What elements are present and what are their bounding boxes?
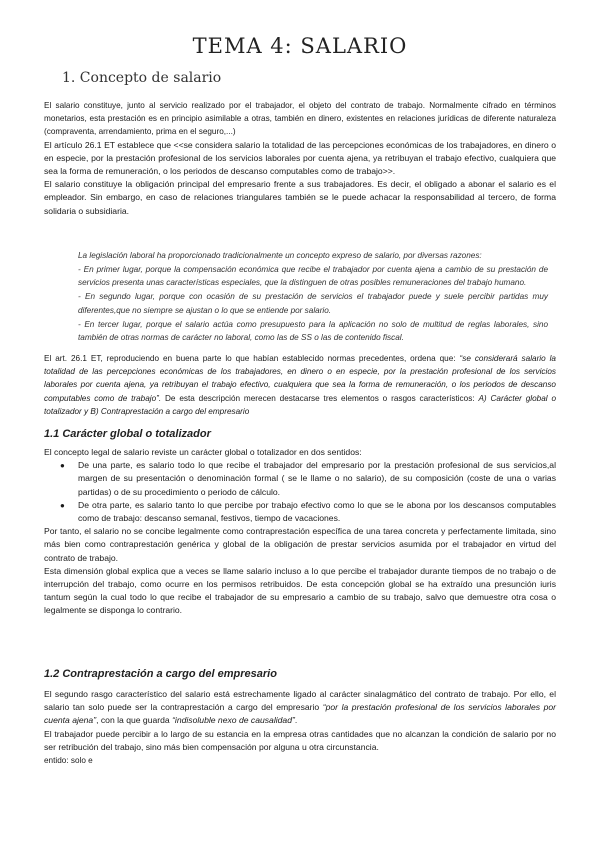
section-1-2-body [44,688,556,767]
reasons-quote-block [78,249,548,345]
bullet-item-1: ● De una parte, es salario todo lo que recibe el trabajador del empresario por la prestación profesional de sus servicios,al margen de su presentación o denominación formal ( se le llame o no salario), de su composición (coste de una o varias partidas) o de su procedimiento o periodo de cálculo. [78,459,556,499]
intro-block [44,99,556,218]
p1-quote-b: “indisoluble nexo de causalidad” [172,715,295,726]
section-1-2-paragraph-1 [44,688,556,728]
article-26-lead: El art. 26.1 ET, reproduciendo en buena parte lo que habían establecido normas precedentes, ordena que: [44,354,460,363]
p1-text-b: , con la que guarda [96,715,173,726]
reasons-intro: La legislación laboral ha proporcionado tradicionalmente un concepto expreso de salario, por diversas razones: [78,251,482,260]
section-1-1-intro: El concepto legal de salario reviste un carácter global o totalizador en dos sentidos: [44,447,362,457]
section-1-1-body [44,446,556,618]
section-1-1-paragraph-3: Esta dimensión global explica que a veces se llame salario incluso a lo que percibe el trabajador durante tiempos de no trabajo o de interrupción del trabajo, como ocurre en los permisos retribuidos. De esta concepción global se ha extraído una presunción iuris tantum según la cual todo lo que recibe el trabajador de su empresario a cambio de su trabajo, salvo que demuestre otra cosa o legalmente se disponga lo contrario. [44,565,556,616]
intro-paragraph-2: El artículo 26.1 ET establece que <<se considera salario la totalidad de las percepciones económicas de los trabajadores, en dinero o en especie, por la prestación profesional de los servicios laborales por cuenta ajena, ya retribuyan el trabajo efectivo, cualquiera que sea la forma de remuneración, o los periodos de descanso computables como de trabajo>>. [44,139,556,177]
intro-paragraph-3: El salario constituye la obligación principal del empresario frente a sus trabajadores. Es decir, el obligado a abonar el salario es el empleador. Sin embargo, en caso de relaciones triangulares también se le puede achacar la responsabilidad al tercero, de forma solidaria o subsidiaria. [44,179,556,216]
article-26-quote: “se considerará salario la totalidad de las percepciones económicas de los trabajadores, en dinero o en especie, por la prestación profesional de los servicios laborales por cuenta ajena, ya retribuyan el trabajo efectivo, cualquiera que sea la forma de remuneración, o los periodos de descanso computables como de trabajo”. [44,354,556,403]
reason-2: - En segundo lugar, porque con ocasión de su prestación de servicios el trabajador puede y suele percibir partidas muy diferentes,que no siempre se ajustan o lo que se entiende por salario. [78,292,548,315]
bullet-item-2: ● De otra parte, es salario tanto lo que percibe por trabajo efectivo como lo que se le abona por los descansos computables como de trabajo: descanso semanal, festivos, tiempo de vacaciones. [78,499,556,525]
section-1-1-bullets [44,459,556,525]
article-26-paragraph [44,352,556,418]
section-1-1-heading: 1.1 Carácter global o totalizador [44,428,211,440]
article-26-elements: A) Carácter global o totalizador y B) Contraprestación a cargo del empresario [44,393,556,416]
section-1-heading: 1. Concepto de salario [62,70,222,86]
p1-text-c: . [294,715,298,726]
reason-1: - En primer lugar, porque la compensación económica que recibe el trabajador por cuenta ajena a cambio de su prestación de servicios presenta unas características especiales, que la distinguen de otras posibles remuneraciones del trabajo humano. [78,264,548,288]
reason-3: - En tercer lugar, porque el salario actúa como presupuesto para la aplicación no solo de multitud de reglas laborales, sino también de otras normas de carácter no laboral, como las de SS o las de contenido fiscal. [78,319,548,343]
article-26-middle: De esta descripción merecen destacarse tres elementos o rasgos característicos: [161,393,479,403]
section-1-2-heading: 1.2 Contraprestación a cargo del empresario [44,668,277,680]
intro-paragraph-1: El salario constituye, junto al servicio realizado por el trabajador, el objeto del contrato de trabajo. Normalmente cifrado en términos monetarios, esta prestación es en principio asimilable a otras, también en dinero, existentes en relaciones jurídicas de diferente naturaleza (compraventa, arrendamiento, prima en el seguro,...) [44,101,556,137]
section-1-2-paragraph-2: El trabajador puede percibir a lo largo de su estancia en la empresa otras cantidades que no alcanzan la condición de salario por no ser retribución del trabajo, sino más bien compensación por alguna u otra circunstancia. [44,728,556,752]
p1-quote-a: “por la prestación profesional de los servicios laborales por cuenta ajena” [44,702,556,726]
p1-text-a: El segundo rasgo característico del salario está estrechamente ligado al carácter sinalagmático del contrato de trabajo. Por ello, el salario tan solo puede ser la contraprestación a cargo del empresario [44,689,556,713]
section-1-1-paragraph-2: Por tanto, el salario no se concibe legalmente como contraprestación específica de una tarea concreta y perfectamente limitada, sino más bien como contraprestación genérica y global de la obligación de prestar servicios asumida por el trabajador en virtud del contrato de trabajo. [44,526,556,563]
article-26-block [44,352,556,418]
section-1-2-fragment: entido: solo e [44,756,93,766]
page-title: TEMA 4: SALARIO [192,34,408,58]
